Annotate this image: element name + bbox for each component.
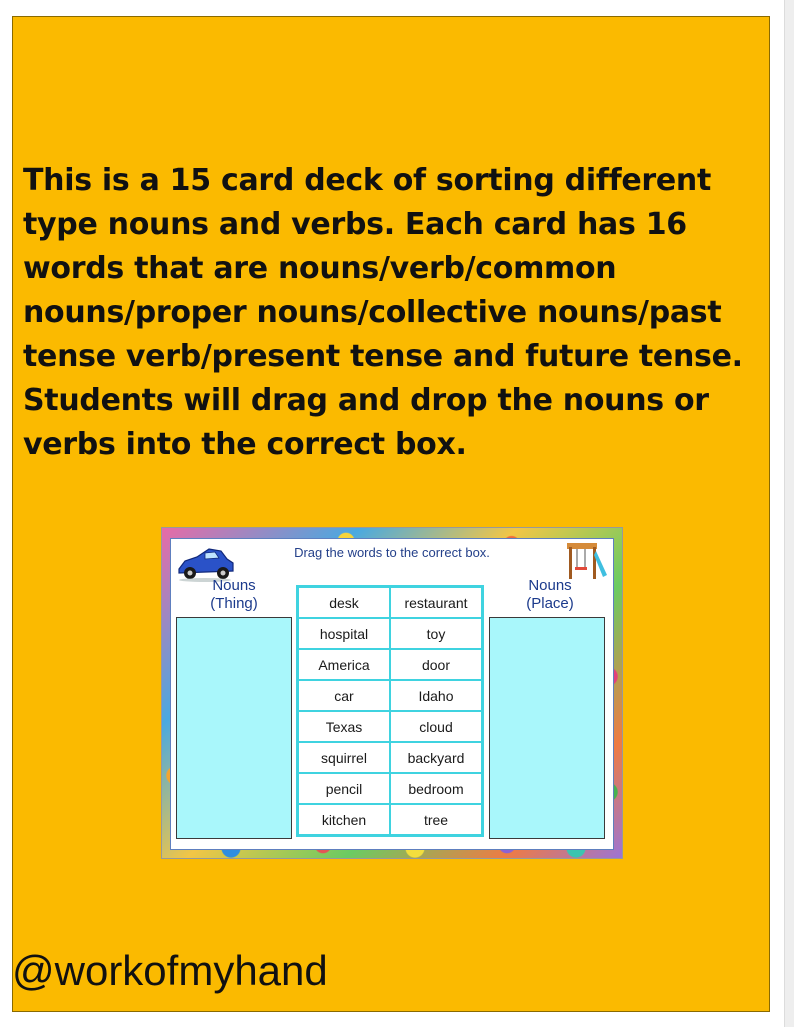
product-description: This is a 15 card deck of sorting different type nouns and verbs. Each card has 16 words that are nouns/verb/common nouns/proper nouns/collective nouns/past tense verb/present tense and future tense. Students will drag and drop the nouns or verbs into the correct box. (23, 163, 743, 462)
nouns-place-drop-box[interactable] (489, 617, 605, 839)
page-edge (784, 0, 794, 1027)
word-card[interactable]: hospital (298, 618, 390, 649)
word-card[interactable]: bedroom (390, 773, 482, 804)
nouns-thing-label (204, 577, 264, 613)
preview-card (161, 527, 623, 859)
word-card[interactable]: Idaho (390, 680, 482, 711)
author-handle: @workofmyhand (12, 947, 328, 994)
word-card[interactable]: kitchen (298, 804, 390, 835)
word-card[interactable]: America (298, 649, 390, 680)
word-grid (296, 585, 484, 837)
word-card[interactable]: tree (390, 804, 482, 835)
word-card[interactable]: squirrel (298, 742, 390, 773)
card-instruction: Drag the words to the correct box. (294, 545, 490, 560)
right-label-line2: (Place) (526, 595, 574, 612)
left-label-line2: (Thing) (210, 595, 258, 612)
nouns-place-label (519, 577, 581, 613)
word-card[interactable]: Texas (298, 711, 390, 742)
product-page (12, 16, 770, 1012)
right-label-line1: Nouns (528, 577, 572, 594)
nouns-thing-drop-box[interactable] (176, 617, 292, 839)
word-card[interactable]: backyard (390, 742, 482, 773)
word-card[interactable]: desk (298, 587, 390, 618)
card-content (170, 538, 614, 850)
word-card[interactable]: toy (390, 618, 482, 649)
word-card[interactable]: pencil (298, 773, 390, 804)
word-card[interactable]: door (390, 649, 482, 680)
word-card[interactable]: cloud (390, 711, 482, 742)
left-label-line1: Nouns (212, 577, 256, 594)
word-card[interactable]: restaurant (390, 587, 482, 618)
word-card[interactable]: car (298, 680, 390, 711)
